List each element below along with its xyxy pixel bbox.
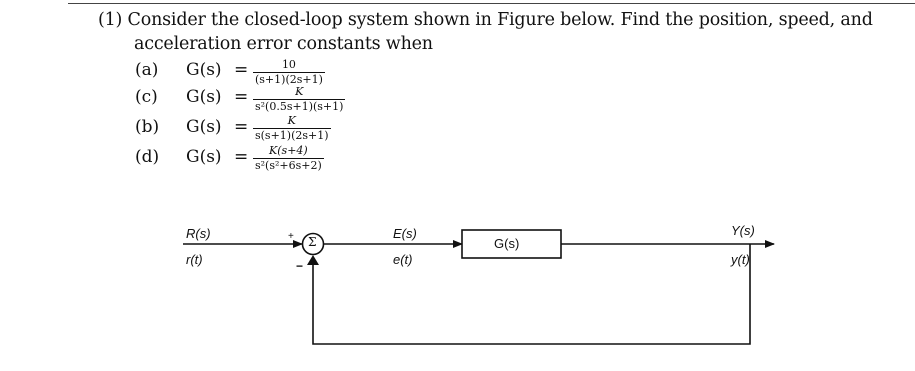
case-c-denominator: s²(0.5s+1)(s+1): [255, 100, 344, 113]
case-b-equals: =: [234, 117, 249, 137]
case-d-denominator: s²(s²+6s+2): [255, 159, 322, 172]
case-a-label: (a): [135, 60, 159, 80]
case-d-equals: =: [234, 147, 249, 167]
case-d-lhs: G(s): [186, 147, 222, 167]
output-time-label: y(t): [731, 252, 750, 267]
input-label: R(s): [186, 226, 211, 241]
case-b-lhs: G(s): [186, 117, 222, 137]
feedback-arrowhead: [307, 255, 319, 265]
input-time-label: r(t): [186, 252, 203, 267]
problem-line-1: (1) Consider the closed-loop system shown in Figure below. Find the position, speed, and: [98, 10, 873, 30]
error-label: E(s): [393, 226, 417, 241]
block-label: G(s): [494, 236, 520, 251]
case-a-numerator: 10: [281, 58, 296, 71]
sigma-symbol: Σ: [308, 235, 317, 249]
case-b-denominator: s(s+1)(2s+1): [255, 129, 329, 142]
error-time-label: e(t): [393, 252, 413, 267]
output-label: Y(s): [731, 223, 755, 238]
case-c-label: (c): [135, 87, 158, 107]
case-a-denominator: (s+1)(2s+1): [255, 73, 323, 86]
case-c-equals: =: [234, 87, 249, 107]
case-a-equals: =: [234, 60, 249, 80]
minus-sign: −: [296, 259, 304, 273]
problem-line-2: acceleration error constants when: [134, 34, 433, 54]
case-b-label: (b): [135, 117, 160, 137]
case-c-numerator: K: [295, 85, 304, 98]
case-d-label: (d): [135, 147, 160, 167]
feedback-path: [313, 244, 750, 344]
case-c-lhs: G(s): [186, 87, 222, 107]
case-a-lhs: G(s): [186, 60, 222, 80]
plus-sign: +: [288, 231, 294, 242]
case-d-numerator: K(s+4): [269, 144, 308, 157]
case-b-numerator: K: [287, 114, 296, 127]
